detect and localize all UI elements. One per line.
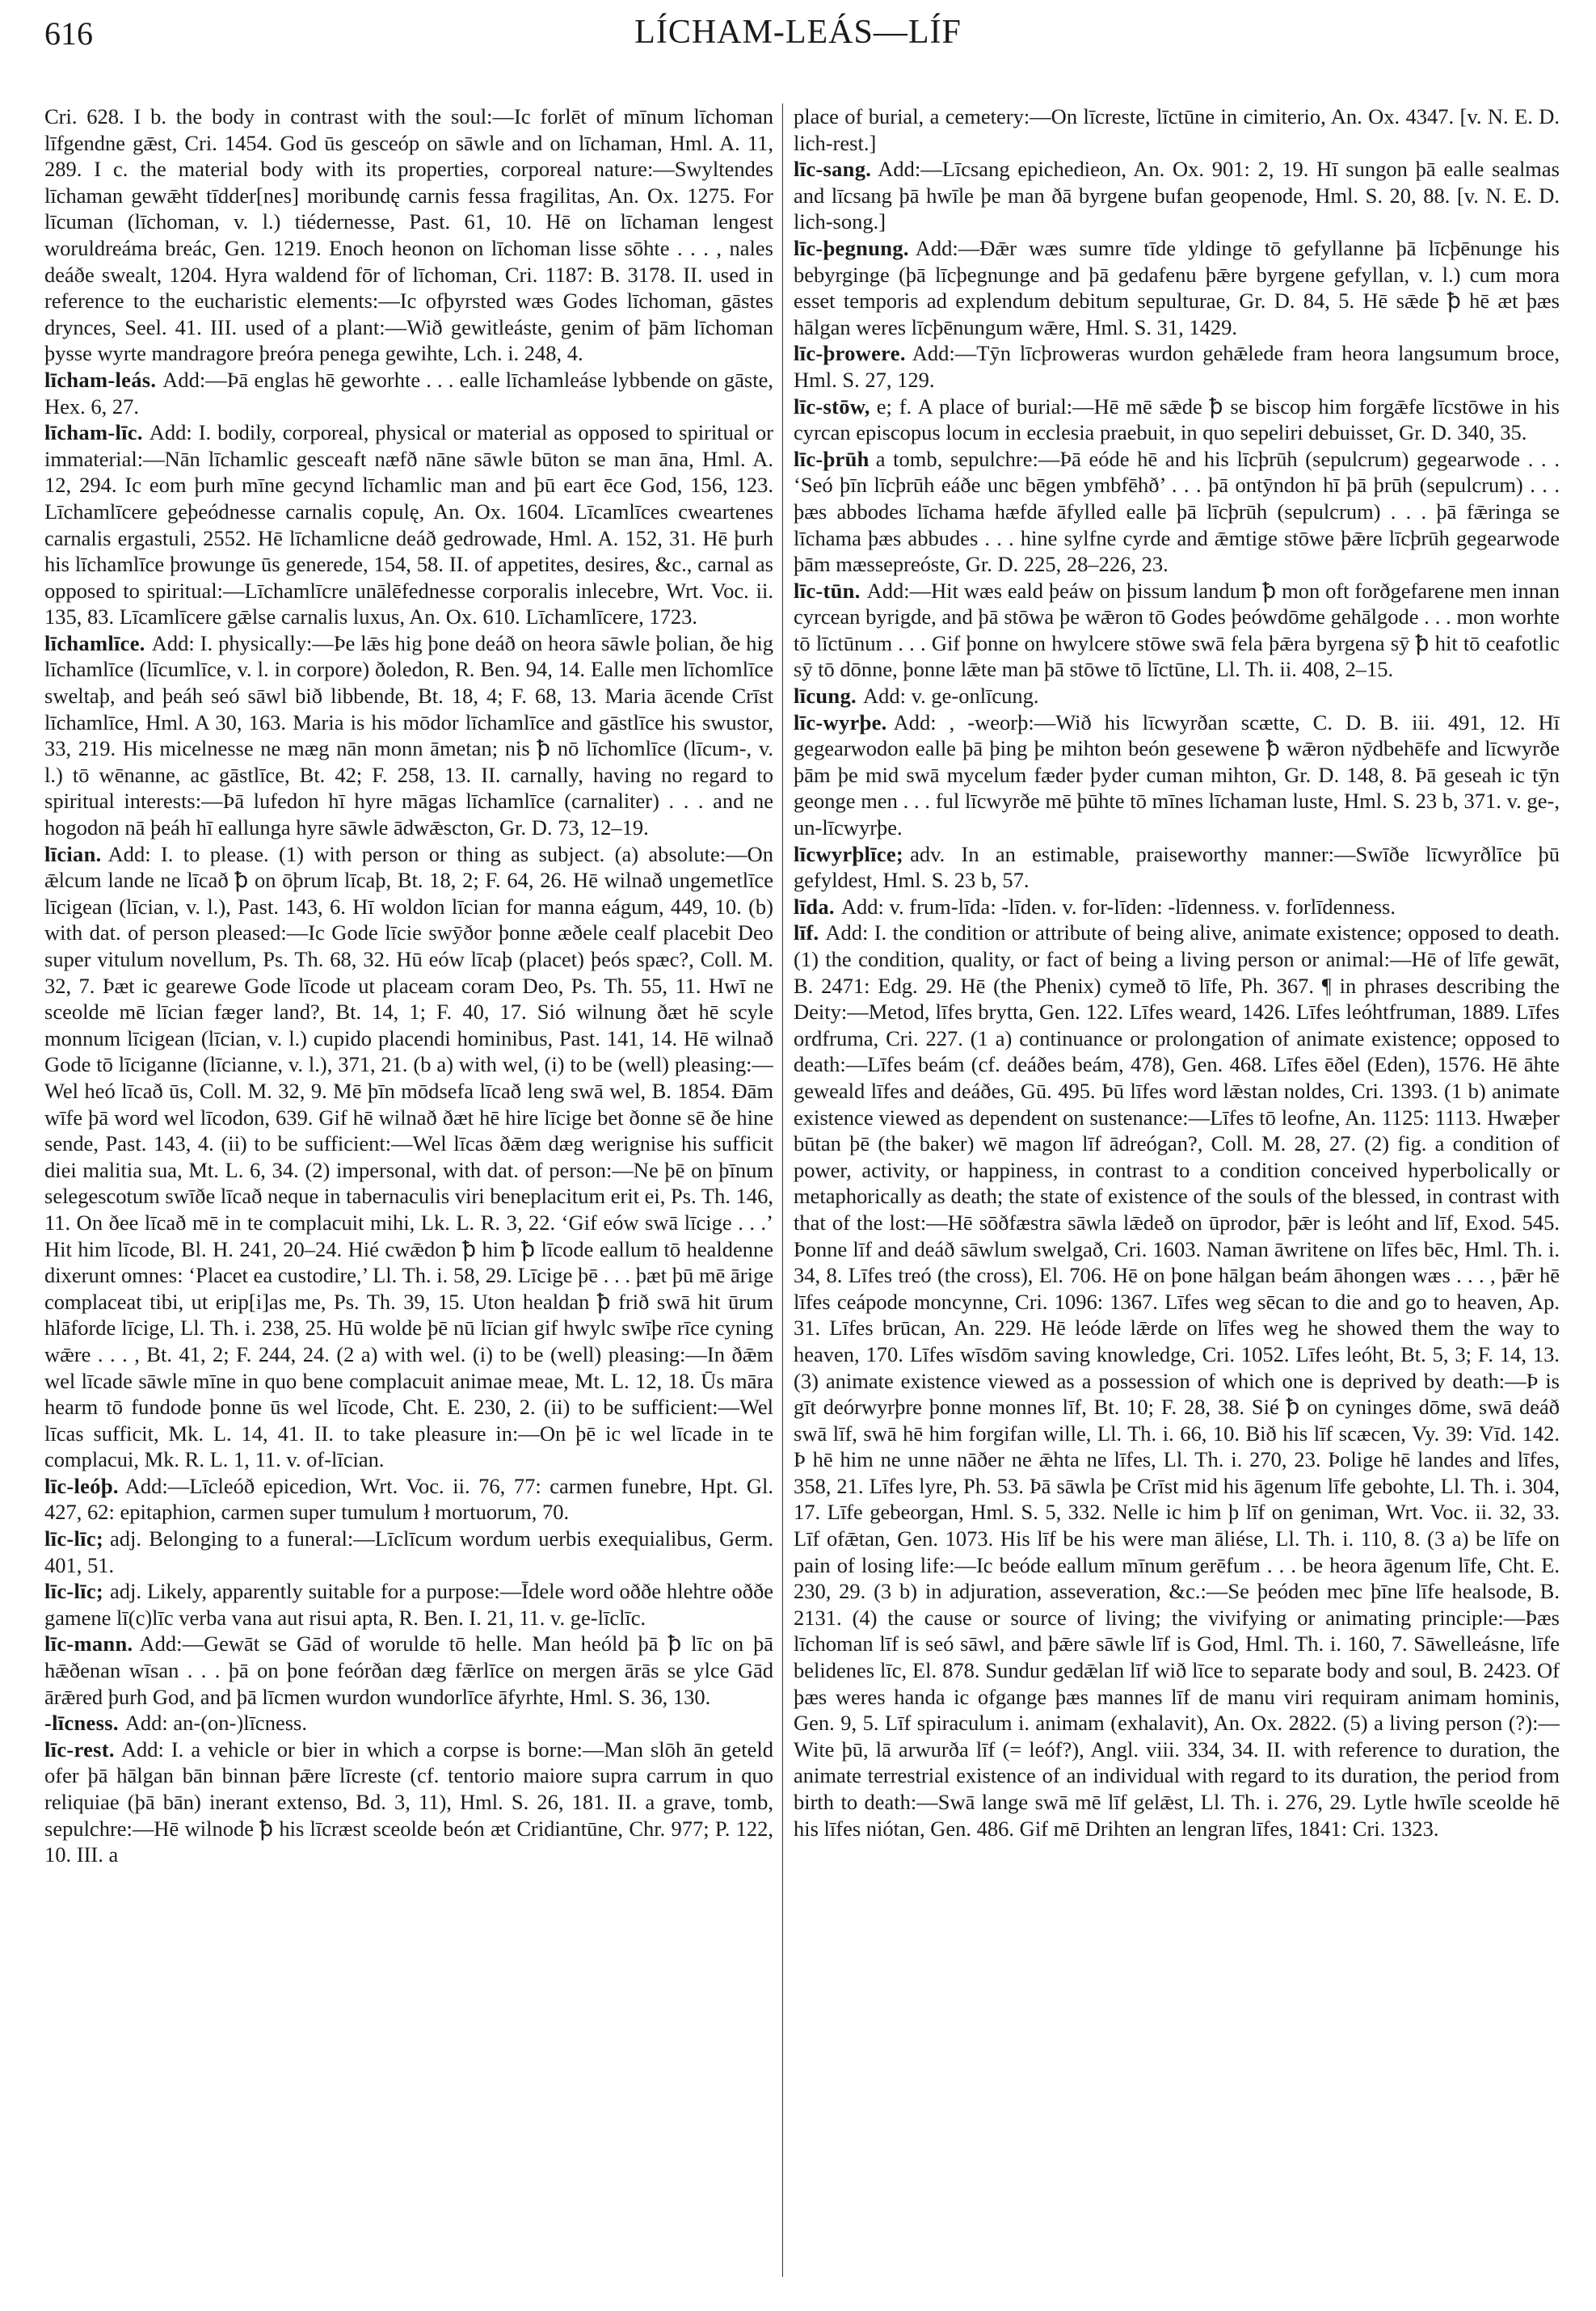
entry-body: e; f. A place of burial:—Hē mē sǣde ꝥ se biscop him forgǣfe līcstōwe in his cyrcan episcopus locum in ecclesia praebuit, in quo sepeliri debuisset, Gr. D. 340, 35. <box>794 394 1560 445</box>
dictionary-entry <box>44 630 773 841</box>
dictionary-entry <box>794 841 1560 894</box>
entry-headword: līda. <box>794 894 835 919</box>
dictionary-entry <box>794 894 1560 920</box>
entry-headword: līc-þrūh <box>794 446 870 471</box>
entry-headword: līc-tūn. <box>794 578 861 603</box>
dictionary-entry <box>794 156 1560 235</box>
entry-body: Add:—Tȳn līcþroweras wurdon gehǣlede fram heora langsumum broce, Hml. S. 27, 129. <box>794 341 1560 392</box>
dictionary-entry <box>44 1473 773 1526</box>
entry-body: Add:—Þā englas hē geworhte . . . ealle līchamleáse lybbende on gāste, Hex. 6, 27. <box>44 367 773 419</box>
entry-headword: līc-stōw, <box>794 394 870 419</box>
entry-body: place of burial, a cemetery:—On līcreste, līctūne in cimiterio, An. Ox. 4347. [v. N. E. D. lich-rest.] <box>794 104 1560 155</box>
dictionary-entry <box>794 235 1560 340</box>
dictionary-entry <box>794 103 1560 156</box>
dictionary-entry <box>44 367 773 419</box>
entry-headword: līcham-līc. <box>44 420 143 445</box>
dictionary-entry <box>44 1631 773 1710</box>
dictionary-entry <box>44 1710 773 1736</box>
entry-body: Add: I. to please. (1) with person or thing as subject. (a) absolute:—On ǣlcum lande ne līcað ꝥ on ōþrum līcaþ, Bt. 18, 2; F. 64, 26. Hē wilnað ungemetlīce līcigean (līcian, v. l.), Past. 143, 6. Hī woldon līcian for manna eágum, 449, 10. (b) with dat. of person pleased:—Ic Gode līcie swȳðor þonne æðele cealf placebit Deo super vitulum novellum, Ps. Th. 68, 32. Hū eów līcaþ (placet) þeós spæc?, Coll. M. 32, 7. Þæt ic gearewe Gode līcode ut placeam coram Deo, Ps. Th. 55, 11. Hwī ne sceolde mē līcian fæger land?, Bt. 14, 1; F. 40, 17. Sió wilnung ðæt hē scyle monnum līcigean (līcian, v. l.) cupido placendi hominibus, Past. 141, 14. Hē wilnað Gode tō līciganne (līcianne, v. l.), 371, 21. (b a) with wel, (i) to be (well) pleasing:—Wel heó līcað ūs, Coll. M. 32, 9. Mē þīn mōdsefa līcað leng swā wel, B. 1854. Ðām wīfe þā word wel līcodon, 639. Gif hē wilnað ðæt hē hire līcige bet ðonne sē ðe hine sende, Past. 143, 4. (ii) to be sufficient:—Wel līcas ðǣm dæg werignise his sufficit diei malitia sua, Mt. L. 6, 34. (2) impersonal, with dat. of person:—Ne þē on þīnum selegescotum swīðe līcað neque in tabernaculis viri beneplacitum erit ei, Ps. Th. 146, 11. On ðee līcað mē in te complacuit mihi, Lk. L. R. 3, 22. ‘Gif eów swā līcige . . .’ Hit him līcode, Bl. H. 241, 20–24. Hié cwǣdon ꝥ him ꝥ līcode eallum tō healdenne dixerunt omnes: ‘Placet ea custodire,’ Ll. Th. i. 58, 29. Līcige þē . . . þæt þū mē ārige complaceat tibi, ut erip[i]as me, Ps. Th. 39, 15. Uton healdan ꝥ frið swā hit ūrum hlāforde līcige, Ll. Th. i. 238, 25. Hū wolde þē nū līcian gif hwylc swīþe rīce cyning wǣre . . . , Bt. 41, 2; F. 244, 24. (2 a) with wel. (i) to be (well) pleasing:—In ðǣm wel līcade sāwle mīne in quo bene complacuit animae meae, Mt. L. 12, 18. Ūs māra hearm tō fundode þonne ūs wel līcode, Cht. E. 230, 2. (ii) to be sufficient:—Wel līcas sufficit, Mk. L. 14, 41. II. to take pleasure in:—On þē ic wel līcade in te complacui, Mk. R. L. 1, 11. v. of-līcian. <box>44 841 773 1472</box>
dictionary-entry <box>794 683 1560 709</box>
entry-headword: -līcness. <box>44 1711 119 1736</box>
column-divider <box>782 103 783 2277</box>
entry-headword: līcham-leás. <box>44 367 157 392</box>
entry-headword: līc-þrowere. <box>794 341 906 366</box>
dictionary-entry <box>794 920 1560 1842</box>
entry-headword: līcwyrþlīce; <box>794 841 904 866</box>
entry-headword: līchamlīce. <box>44 630 145 655</box>
entry-body: Add: an-(on-)līcness. <box>124 1711 307 1736</box>
entry-headword: līcung. <box>794 684 857 709</box>
entry-body: Cri. 628. I b. the body in contrast with the soul:—Ic forlēt of mīnum līchoman līfgendne gǣst, Cri. 1454. God ūs gesceóp on sāwle and on līchaman, Hml. A. 11, 289. I c. the material body with its properties, corporeal nature:—Swyltendes līchaman gewǣht tīdder[nes] moribundę carnis fessa fragilitas, An. Ox. 1275. For līcuman (līchoman, v. l.) tiédernesse, Past. 61, 10. Hē on līchaman lengest woruldreáma breác, Gen. 1219. Enoch heonon on līchoman lisse sōhte . . . , nales deáðe swealt, 1204. Hyra waldend fōr of līchoman, Cri. 1187: B. 3178. II. used in reference to the eucharistic elements:—Ic ofþyrsted wæs Godes līchoman, gāstes drynces, Seel. 41. III. used of a plant:—Wið gewitleáste, genim of þām līchoman þysse wyrte mandragore þreóra penega gewihte, Lch. i. 248, 4. <box>44 104 773 366</box>
entry-body: Add: I. bodily, corporeal, physical or material as opposed to spiritual or immaterial:—Nān līchamlic gesceaft næfð nāne sāwle būton se man āna, Hml. A. 12, 294. Ic eom þurh mīne gecynd līchamlic man and þū eart ēce God, 156, 123. Līchamlīcere geþeódnesse carnalis copulę, An. Ox. 1604. Līcamlīces cweartenes carnalis ergastuli, 2552. Hē līchamlicne deáð gedrowade, Hml. A. 152, 31. Hē þurh his līchamlīce þrowunge ūs generede, 154, 58. II. of appetites, desires, &c., carnal as opposed to spiritual:—Līchamlīcre unālēfednesse corporalis inlecebre, Wrt. Voc. ii. 135, 83. Līcamlīcere gǣlse carnalis luxus, An. Ox. 610. Līchamlīcere, 1723. <box>44 420 773 629</box>
left-column <box>44 103 773 2285</box>
entry-body: Add: v. ge-onlīcung. <box>862 684 1039 709</box>
dictionary-entry <box>44 419 773 630</box>
entry-headword: līc-mann. <box>44 1631 133 1656</box>
entry-headword: līcian. <box>44 841 102 866</box>
entry-headword: līc-līc; <box>44 1526 104 1551</box>
dictionary-entry <box>44 1578 773 1631</box>
entry-body: Add: I. physically:—Þe lǣs hig þone deáð on heora sāwle þolian, ðe hig līchamlīce (līcumlīce, v. l. in corpore) ðoledon, R. Ben. 94, 14. Ealle men līchomlīce sweltaþ, and þeáh seó sāwl bið libbende, Bt. 18, 4; F. 68, 13. Maria ācende Crīst līchamlīce, Hml. A 30, 163. Maria is his mōdor līchamlīce and gāstlīce his swustor, 33, 219. His micelnesse ne mæg nān monn āmetan; nis ꝥ nō līchomlīce (līcum-, v. l.) tō wēnanne, ac gāstlīce, Bt. 42; F. 258, 13. II. carnally, having no regard to spiritual interests:—Þā lufedon hī hyre māgas līchamlīce (carnaliter) . . . and ne hogodon nā þeáh hī eallunga hyre sāwle ādwǣscton, Gr. D. 73, 12–19. <box>44 630 773 840</box>
right-column <box>794 103 1560 2285</box>
entry-headword: līc-līc; <box>44 1579 104 1604</box>
entry-body: Add:—Hit wæs eald þeáw on þissum landum ꝥ mon oft forðgefarene men innan cyrcean byrigde, and þā stōwa þe wǣron tō Godes þeówdōme gehālgode . . . mon worhte tō līctūnum . . . Gif þonne on hwylcere stōwe swā fela þǣra byrgena sȳ ꝥ hit tō ceafotlic sȳ tō dōnne, þonne lǣte man þā stōwe tō līctūne, Ll. Th. ii. 408, 2–15. <box>794 578 1560 682</box>
running-title: LÍCHAM-LEÁS—LÍF <box>634 14 962 51</box>
dictionary-entry <box>44 1526 773 1578</box>
entry-body: Add:—Līcsang epichedieon, An. Ox. 901: 2, 19. Hī sungon þā ealle sealmas and līcsang þā hwīle þe man ðā byrgene bufan geopenode, Hml. S. 20, 88. [v. N. E. D. lich-song.] <box>794 157 1560 234</box>
entry-headword: līc-leóþ. <box>44 1473 119 1498</box>
entry-body: Add: I. the condition or attribute of being alive, animate existence; opposed to death. (1) the condition, quality, or fact of being a living person or animal:—Hē of līfe gewāt, B. 2471: Edg. 29. Hē (the Phenix) cymeð tō līfe, Ph. 367. ¶ in phrases describing the Deity:—Metod, līfes brytta, Gen. 122. Līfes weard, 1426. Līfes leóhtfruman, 1889. Līfes ordfruma, Cri. 227. (1 a) continuance or prolongation of animate existence; opposed to death:—Līfes beám (cf. deáðes beám, 478), Gen. 468. Līfes ēðel (Eden), 1576. Hē āhte geweald līfes and deáðes, Gū. 495. Þū līfes word lǣstan noldes, Cri. 1393. (1 b) animate existence viewed as dependent on sustenance:—Līfes tō leofne, An. 1125: 1113. Hwæþer būtan þē (the baker) wē magon līf ādreógan?, Coll. M. 28, 27. (2) fig. a condition of power, activity, or happiness, in contrast to a condition conceived hyperbolically or metaphorically as death; the state of existence of the souls of the blessed, in contrast with that of the lost:—Hē sōðfæstra sāwla lǣdeð on ūprodor, þǣr is leóht and līf, Exod. 545. Þonne līf and deáð sāwlum swelgað, Cri. 1603. Naman āwritene on līfes bēc, Hml. Th. i. 34, 8. Līfes treó (the cross), El. 706. Hē on þone hālgan beám āhongen wæs . . . , þǣr hē līfes ceápode moncynne, Cri. 1096: 1367. Līfes weg sēcan to die and go to heaven, Ap. 31. Līfes brūcan, An. 229. Hē leóde lǣrde on līfes weg he showed them the way to heaven, 170. Līfes wīsdōm saving knowledge, Cri. 1052. Līfes leóht, Bt. 5, 3; F. 14, 13. (3) animate existence viewed as a possession of which one is deprived by death:—Þ is gīt deórwyrþre þonne monnes līf, Bt. 10; F. 28, 38. Sié ꝥ on cyninges dōme, swā deáð swā līf, swā hē him forgifan wille, Ll. Th. i. 66, 10. Bið his līf scæcen, Vy. 39: Vīd. 142. Þ hē him ne unne nāðer ne ǣhta ne līfes, Ll. Th. i. 270, 23. Þolige hē landes and līfes, 358, 21. Līfes lyre, Ph. 53. Þā sāwla þe Crīst mid his āgenum līfe gebohte, Ll. Th. i. 304, 17. Līfe gebeorgan, Hml. S. 5, 332. Nelle ic him þ līf on geniman, Wrt. Voc. ii. 32, 33. Līf ofǣtan, Gen. 1073. His līf be his were man āliése, Ll. Th. i. 110, 8. (3 a) be līfe on pain of losing life:—Ic beóde eallum mīnum gerēfum . . . be heora āgenum līfe, Cht. E. 230, 29. (3 b) in adjuration, asseveration, &c.:—Se þeóden mec þīne līfe healsode, B. 2131. (4) the cause or source of living; the vivifying or animating principle:—Þæs līchoman līf is seó sāwl, and þǣre sāwle līf is God, Hml. Th. i. 160, 7. Sāwelleásne, līfe belidenes līc, El. 878. Sundur gedǣlan līf wið līce to separate body and soul, B. 2423. Of þæs weres handa ic ofgange þæs mannes līf de manu viri requiram animam hominis, Gen. 9, 5. Līf spiraculum i. animam (exhalavit), An. Ox. 2822. (5) a living person (?):—Wite þū, lā arwurða līf (= leóf?), Angl. viii. 334, 34. II. with reference to duration, the animate terrestrial existence of an individual with regard to its duration, the period from birth to death:—Swā lange swā mē līf gelǣst, Ll. Th. i. 276, 29. Lytle hwīle sceolde hē his līfes niótan, Gen. 486. Gif mē Drihten an lengran līfes, 1841: Cri. 1323. <box>794 920 1560 1841</box>
dictionary-entry <box>794 394 1560 446</box>
dictionary-entry <box>44 1736 773 1868</box>
page-number: 616 <box>44 15 93 52</box>
dictionary-entry <box>794 446 1560 578</box>
entry-headword: līc-rest. <box>44 1736 115 1762</box>
dictionary-entry <box>794 340 1560 393</box>
entry-headword: līc-wyrþe. <box>794 709 887 735</box>
dictionary-entry <box>794 709 1560 841</box>
entry-body: Add: I. a vehicle or bier in which a corpse is borne:—Man slōh ān geteld ofer þā hālgan bān binnan þǣre līcreste (cf. tentorio maiore supra carrum in quo reliquiae (þā bān) inerant extenso, Bd. 3, 11), Hml. S. 26, 181. II. a grave, tomb, sepulchre:—Hē wilnode ꝥ his līcræst sceolde beón æt Cridiantūne, Chr. 977; P. 122, 10. III. a <box>44 1736 773 1867</box>
entry-body: a tomb, sepulchre:—Þā eóde hē and his līcþrūh (sepulcrum) gegearwode . . . ‘Seó þīn līcþrūh eáðe unc bēgen ymbfēhð’ . . . þā ontȳndon hī þā þrūh (sepulcrum) . . . þæs abbodes līchama hæfde āfylled ealle þā līcþrūh (sepulcrum) . . . þā fǣringa se līchama þæs abbudes . . . hine sylfne cyrde and ǣmtige stōwe þǣre līcþrūh gegearwode þām mæssepreóste, Gr. D. 225, 28–226, 23. <box>794 446 1560 577</box>
dictionary-entry <box>44 841 773 1473</box>
entry-body: Add:—Līcleóð epicedion, Wrt. Voc. ii. 76, 77: carmen funebre, Hpt. Gl. 427, 62: epitaphion, carmen super tumulum ł mortuorum, 70. <box>44 1473 773 1525</box>
entry-headword: līf. <box>794 920 819 945</box>
entry-body: adv. In an estimable, praiseworthy manner:—Swīðe līcwyrðlīce þū gefyldest, Hml. S. 23 b, 57. <box>794 841 1560 893</box>
entry-body: Add: v. frum-līda: -līden. v. for-līden: -līdenness. v. forlīdenness. <box>840 894 1396 919</box>
entry-body: adj. Belonging to a funeral:—Līclīcum wordum uerbis exequialibus, Germ. 401, 51. <box>44 1526 773 1577</box>
entry-body: adj. Likely, apparently suitable for a purpose:—Īdele word oððe hlehtre oððe gamene lī(c)līc verba vana aut risui apta, R. Ben. I. 21, 11. v. ge-līclīc. <box>44 1579 773 1630</box>
dictionary-entry <box>794 578 1560 683</box>
entry-body: Add: , -weorþ:—Wið his līcwyrðan scætte, C. D. B. iii. 491, 12. Hī gegearwodon ealle þā þing þe mihton beón gesewene ꝥ wǣron nȳdbehēfe and līcwyrðe þām þe mid swā mycelum fæder þyder cuman mihton, Gr. D. 148, 8. Þā geseah ic tȳn geonge men . . . ful līcwyrðe mē þūhte tō mīnes līchaman luste, Hml. S. 23 b, 371. v. ge-, un-līcwyrþe. <box>794 709 1560 840</box>
entry-headword: līc-sang. <box>794 157 872 182</box>
dictionary-entry <box>44 103 773 367</box>
entry-body: Add:—Ðǣr wæs sumre tīde yldinge tō gefyllanne þā līcþēnunge his bebyrginge (þā līcþegnunge and þā gedafenu þǣre byrgene gefyllan, v. l.) cum mora esset temporis ad explendum debitum sepulturae, Gr. D. 84, 5. Hē sǣde ꝥ hē æt þæs hālgan weres līcþēnungum wǣre, Hml. S. 31, 1429. <box>794 235 1560 339</box>
entry-body: Add:—Gewāt se Gād of worulde tō helle. Man heóld þā ꝥ līc on þā hǣðenan wīsan . . . þā on þone feórðan dæg fǣrlīce on mergen ārās se ylce Gād ārǣred þurh God, and þā līcmen wurdon wundorlīce āfyrhte, Hml. S. 36, 130. <box>44 1631 773 1709</box>
entry-headword: līc-þegnung. <box>794 235 909 260</box>
